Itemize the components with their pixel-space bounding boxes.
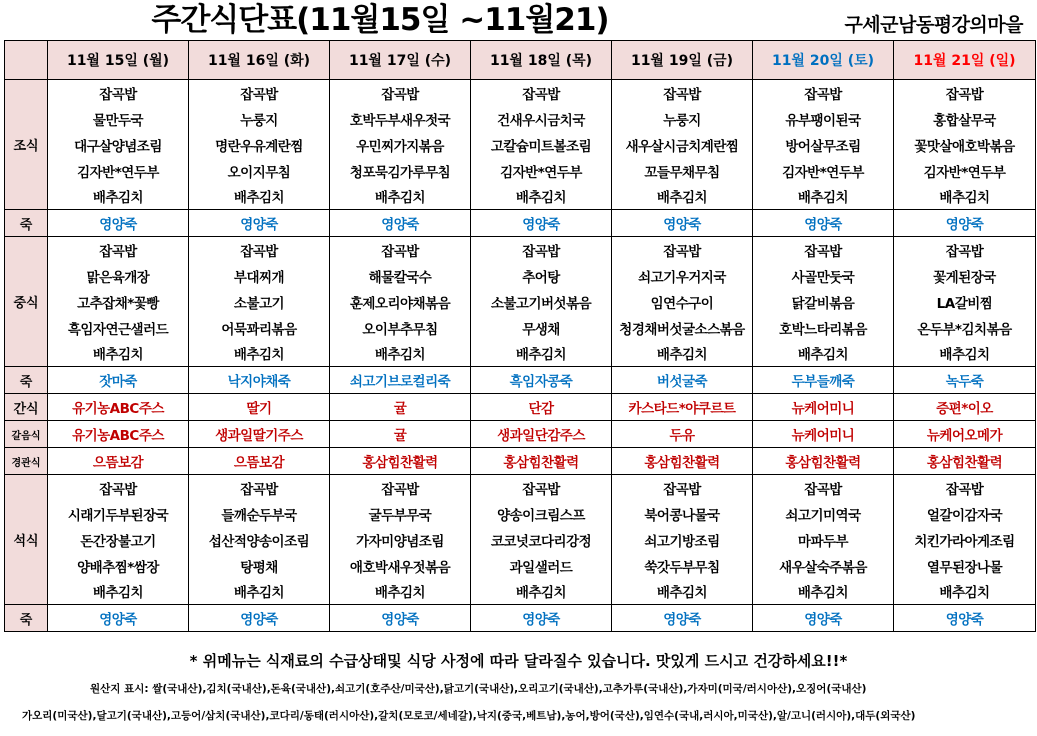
menu-item: 김자반*연두부 [48,158,189,184]
day-header: 11월 17일 (수) [330,41,471,80]
menu-item: 배추김치 [753,184,894,210]
porridge-item: 영양죽 [753,210,894,237]
tube-feeding-item: 홍삼힘찬활력 [330,448,471,475]
tube-feeding-item: 홍삼힘찬활력 [894,448,1036,475]
menu-item: 북어콩나물국 [612,501,753,527]
menu-item: 쇠고기방조림 [612,527,753,553]
menu-item: 잡곡밥 [612,237,753,263]
menu-item: 양송이크림스프 [471,501,612,527]
menu-item: 굴두부무국 [330,501,471,527]
menu-item: 배추김치 [612,579,753,605]
menu-item: 과일샐러드 [471,553,612,579]
menu-item: 누룽지 [189,106,330,132]
porridge-item: 영양죽 [330,605,471,632]
tube-feeding-label: 경관식 [5,448,48,475]
snack-item: 딸기 [189,394,330,421]
weekly-menu-table [4,40,1036,632]
menu-item: 잡곡밥 [330,475,471,501]
menu-item: 김자반*연두부 [894,158,1036,184]
tube-feeding-item: 홍삼힘찬활력 [471,448,612,475]
menu-item: 잡곡밥 [753,475,894,501]
menu-item: 얼갈이감자국 [894,501,1036,527]
dinner-row [5,475,1036,501]
menu-item: 애호박새우젓볶음 [330,553,471,579]
dinner-row [5,527,1036,553]
lunch-row [5,341,1036,367]
menu-item: 배추김치 [189,341,330,367]
lunch-row [5,263,1036,289]
corner-cell [5,41,48,80]
porridge-label: 죽 [5,605,48,632]
snack-row [5,394,1036,421]
porridge-item: 영양죽 [753,605,894,632]
menu-item: 흑임자연근샐러드 [48,315,189,341]
menu-item: 청포묵김가루무침 [330,158,471,184]
menu-item: 오이부추무침 [330,315,471,341]
porridge-item: 영양죽 [48,605,189,632]
porridge-item: 영양죽 [612,210,753,237]
menu-item: 배추김치 [330,579,471,605]
menu-item: 홍합살무국 [894,106,1036,132]
menu-item: 탕평채 [189,553,330,579]
lunch-row [5,289,1036,315]
day-header: 11월 18일 (목) [471,41,612,80]
menu-item: 배추김치 [471,579,612,605]
menu-item: 소불고기버섯볶음 [471,289,612,315]
menu-item: 온두부*김치볶음 [894,315,1036,341]
menu-item: 잡곡밥 [894,475,1036,501]
diabetic-snack-item: 유기농ABC주스 [48,421,189,448]
menu-item: 배추김치 [612,341,753,367]
notice-text: * 위메뉴는 식재료의 수급상태및 식당 사정에 따라 달라질수 있습니다. 맛있게 드시고 건강하세요!!* [189,652,848,670]
day-header-row [5,41,1036,80]
menu-item: 쑥갓두부무침 [612,553,753,579]
menu-item: 임연수구이 [612,289,753,315]
menu-item: 배추김치 [471,184,612,210]
menu-item: 잡곡밥 [189,237,330,263]
menu-item: 잡곡밥 [612,475,753,501]
menu-item: 유부팽이된국 [753,106,894,132]
day-header: 11월 15일 (월) [48,41,189,80]
menu-item: 마파두부 [753,527,894,553]
dinner-row [5,501,1036,527]
diabetic-snack-item: 생과일단감주스 [471,421,612,448]
menu-item: 배추김치 [753,579,894,605]
menu-item: 돈간장불고기 [48,527,189,553]
menu-item: 소불고기 [189,289,330,315]
menu-item: 잡곡밥 [894,80,1036,106]
menu-item: 잡곡밥 [612,80,753,106]
menu-item: 잡곡밥 [189,475,330,501]
porridge-item: 영양죽 [330,210,471,237]
menu-item: 배추김치 [894,341,1036,367]
menu-item: 가자미양념조림 [330,527,471,553]
diabetic-snack-label: 갈음식 [5,421,48,448]
menu-item: 배추김치 [612,184,753,210]
day-header: 11월 16일 (화) [189,41,330,80]
day-header: 11월 19일 (금) [612,41,753,80]
menu-item: 새우살시금치계란찜 [612,132,753,158]
menu-item: 호박두부새우젓국 [330,106,471,132]
porridge-item: 버섯굴죽 [612,367,753,394]
menu-item: 치킨가라아게조림 [894,527,1036,553]
menu-item: 시래기두부된장국 [48,501,189,527]
tube-feeding-item: 홍삼힘찬활력 [612,448,753,475]
menu-item: 잡곡밥 [471,80,612,106]
page-title: 주간식단표(11월15일 ~11월21) [151,2,609,38]
tube-feeding-item: 홍삼힘찬활력 [753,448,894,475]
menu-item: 배추김치 [189,579,330,605]
day-header-saturday: 11월 20일 (토) [753,41,894,80]
menu-item: 훈제오리야채볶음 [330,289,471,315]
menu-item: 대구살양념조림 [48,132,189,158]
porridge-item: 낙지야채죽 [189,367,330,394]
menu-item: 해물칼국수 [330,263,471,289]
menu-item: 잡곡밥 [189,80,330,106]
porridge-item: 쇠고기브로컬리죽 [330,367,471,394]
snack-item: 유기농ABC주스 [48,394,189,421]
snack-item: 귤 [330,394,471,421]
menu-item: 청경채버섯굴소스볶음 [612,315,753,341]
porridge-row [5,210,1036,237]
diabetic-snack-item: 귤 [330,421,471,448]
menu-item: 호박느타리볶음 [753,315,894,341]
porridge-item: 영양죽 [612,605,753,632]
menu-item: 잡곡밥 [753,237,894,263]
menu-item: 배추김치 [894,579,1036,605]
menu-item: 쇠고기우거지국 [612,263,753,289]
porridge-item: 잣마죽 [48,367,189,394]
porridge-item: 두부들깨죽 [753,367,894,394]
diabetic-snack-item: 뉴케어오메가 [894,421,1036,448]
menu-item: 양배추찜*쌈장 [48,553,189,579]
menu-item: 잡곡밥 [48,475,189,501]
origin-label-line-1: 원산지 표시: 쌀(국내산),김치(국내산),돈육(국내산),쇠고기(호주산/미국산),닭고기(국내산),오리고기(국내산),고추가루(국내산),가자미(미국/러시아산),오징어(국내산) [90,683,867,695]
lunch-row [5,315,1036,341]
menu-item: 쇠고기미역국 [753,501,894,527]
origin-label-line-2: 가오리(미국산),달고기(국내산),고등어/삼치(국내산),코다리/동태(러시아산),갈치(모로코/세네갈),낙지(중국,베트남),농어,방어(국산),임연수(국내,러시아,미국산),알/고니(러시아),대두(외국산) [22,710,916,722]
menu-item: 고추잡채*꽃빵 [48,289,189,315]
menu-item: 잡곡밥 [753,80,894,106]
porridge-item: 영양죽 [894,605,1036,632]
organization-name: 구세군남동평강의마을 [844,14,1023,36]
menu-item: 닭갈비볶음 [753,289,894,315]
porridge-row [5,605,1036,632]
snack-label: 간식 [5,394,48,421]
menu-item: LA갈비찜 [894,289,1036,315]
menu-item: 무생채 [471,315,612,341]
breakfast-row [5,106,1036,132]
snack-item: 뉴케어미니 [753,394,894,421]
menu-item: 배추김치 [753,341,894,367]
menu-item: 꼬들무채무침 [612,158,753,184]
snack-item: 카스타드*야쿠르트 [612,394,753,421]
menu-item: 어묵꽈리볶음 [189,315,330,341]
menu-item: 열무된장나물 [894,553,1036,579]
diabetic-snack-item: 두유 [612,421,753,448]
menu-item: 잡곡밥 [894,237,1036,263]
menu-item: 오이지무침 [189,158,330,184]
menu-item: 고칼슘미트볼조림 [471,132,612,158]
lunch-label: 중식 [5,237,48,367]
menu-item: 배추김치 [894,184,1036,210]
menu-item: 배추김치 [330,184,471,210]
menu-item: 배추김치 [471,341,612,367]
dinner-row [5,579,1036,605]
menu-item: 새우살숙주볶음 [753,553,894,579]
porridge-row [5,367,1036,394]
menu-item: 맑은육개장 [48,263,189,289]
dinner-label: 석식 [5,475,48,605]
porridge-item: 영양죽 [471,605,612,632]
breakfast-row [5,80,1036,106]
menu-item: 코코넛코다리강정 [471,527,612,553]
porridge-item: 영양죽 [471,210,612,237]
porridge-item: 영양죽 [189,210,330,237]
snack-item: 증편*이오 [894,394,1036,421]
breakfast-label: 조식 [5,80,48,210]
menu-item: 잡곡밥 [330,80,471,106]
menu-item: 김자반*연두부 [471,158,612,184]
snack-item: 단감 [471,394,612,421]
diabetic-snack-item: 생과일딸기주스 [189,421,330,448]
menu-item: 추어탕 [471,263,612,289]
breakfast-row [5,132,1036,158]
menu-item: 누룽지 [612,106,753,132]
tube-feeding-item: 으뜸보감 [189,448,330,475]
menu-item: 건새우시금치국 [471,106,612,132]
menu-item: 배추김치 [330,341,471,367]
menu-item: 배추김치 [48,184,189,210]
diabetic-snack-item: 뉴케어미니 [753,421,894,448]
menu-item: 잡곡밥 [330,237,471,263]
porridge-item: 흑임자콩죽 [471,367,612,394]
porridge-item: 녹두죽 [894,367,1036,394]
porridge-label: 죽 [5,367,48,394]
menu-item: 우민찌가지볶음 [330,132,471,158]
day-header-sunday: 11월 21일 (일) [894,41,1036,80]
tube-feeding-item: 으뜸보감 [48,448,189,475]
menu-item: 꽃게된장국 [894,263,1036,289]
menu-item: 김자반*연두부 [753,158,894,184]
menu-item: 꽃맛살애호박볶음 [894,132,1036,158]
lunch-row [5,237,1036,263]
menu-item: 잡곡밥 [48,237,189,263]
menu-item: 배추김치 [48,579,189,605]
porridge-item: 영양죽 [894,210,1036,237]
tube-feeding-row [5,448,1036,475]
breakfast-row [5,158,1036,184]
menu-item: 사골만둣국 [753,263,894,289]
menu-item: 잡곡밥 [48,80,189,106]
menu-item: 방어살무조림 [753,132,894,158]
porridge-item: 영양죽 [189,605,330,632]
porridge-label: 죽 [5,210,48,237]
menu-item: 들깨순두부국 [189,501,330,527]
menu-item: 부대찌개 [189,263,330,289]
menu-item: 명란우유계란찜 [189,132,330,158]
porridge-item: 영양죽 [48,210,189,237]
menu-item: 배추김치 [189,184,330,210]
breakfast-row [5,184,1036,210]
menu-item: 물만두국 [48,106,189,132]
menu-item: 배추김치 [48,341,189,367]
diabetic-snack-row [5,421,1036,448]
menu-item: 잡곡밥 [471,475,612,501]
menu-item: 섭산적양송이조림 [189,527,330,553]
menu-item: 잡곡밥 [471,237,612,263]
dinner-row [5,553,1036,579]
